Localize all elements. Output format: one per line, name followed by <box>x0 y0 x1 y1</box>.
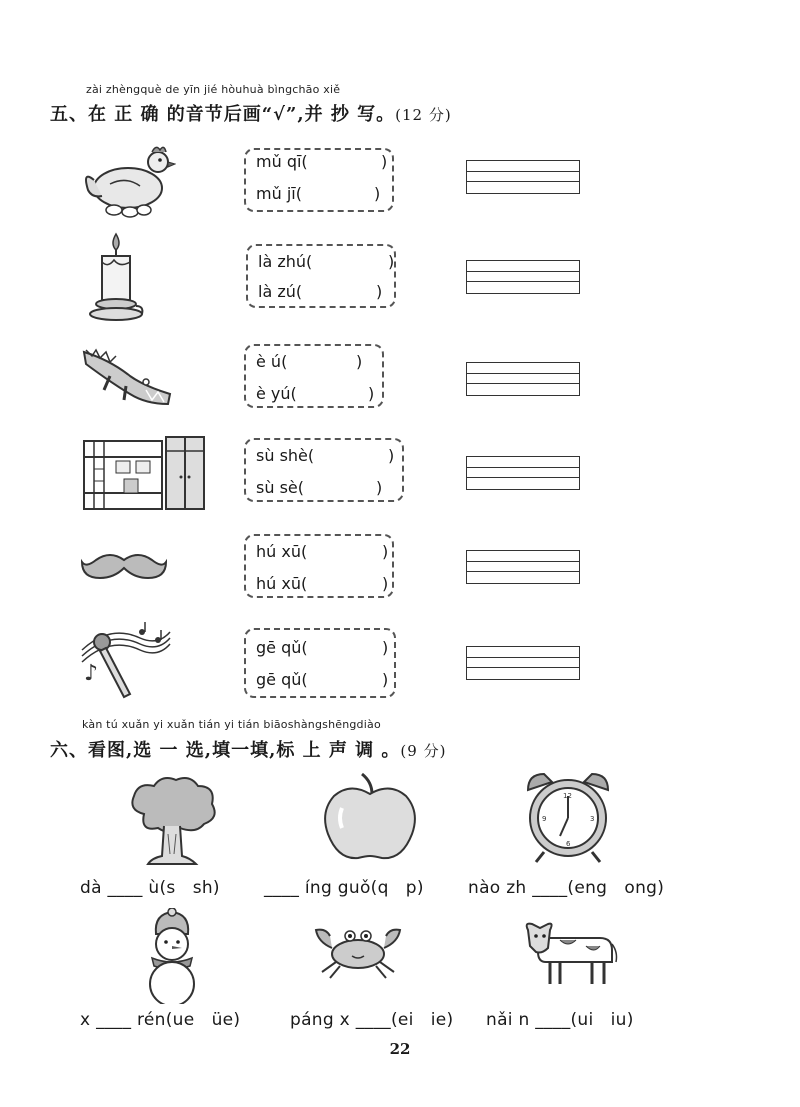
fill-crab[interactable]: páng x ____(ei ie) <box>290 1010 454 1030</box>
cow-picture <box>520 918 620 988</box>
option-3a-close: ) <box>356 352 363 371</box>
option-3b-close: ) <box>368 384 375 403</box>
option-1a-close: ) <box>381 152 388 171</box>
option-box-1 <box>244 148 394 212</box>
option-2a-close: ) <box>388 252 395 271</box>
microphone-song-picture <box>80 620 172 700</box>
crab-picture <box>312 922 404 982</box>
option-5a-close: ) <box>382 542 389 561</box>
tree-picture <box>124 774 220 866</box>
option-2b-close: ) <box>376 282 383 301</box>
option-5a[interactable] <box>256 542 389 561</box>
fill-apple[interactable]: ____ íng guǒ(q p) <box>264 878 424 898</box>
svg-text:12: 12 <box>563 792 572 800</box>
option-5b-text: hú xū( <box>256 574 308 593</box>
section6-pinyin: kàn tú xuǎn yi xuǎn tián yi tián biāoshàngshēngdiào <box>82 718 381 731</box>
section5-pinyin: zài zhèngquè de yīn jié hòuhuà bìngchāo xiě <box>86 83 341 96</box>
fill-snowman[interactable]: x ____ rén(ue üe) <box>80 1010 241 1030</box>
writing-lines-4[interactable] <box>466 456 580 490</box>
option-5b[interactable] <box>256 574 389 593</box>
option-1a-text: mǔ qī( <box>256 152 308 171</box>
svg-text:♪: ♪ <box>84 661 99 686</box>
option-6a-close: ) <box>382 638 389 657</box>
option-2a[interactable] <box>258 252 395 271</box>
section5-title-text: 五、在 正 确 的音节后画“√”,并 抄 写。 <box>50 104 396 125</box>
option-6b-text: gē qǔ( <box>256 670 308 689</box>
section5-points: (12 分) <box>395 106 452 124</box>
section5-title <box>50 100 452 126</box>
svg-text:3: 3 <box>590 815 595 823</box>
option-1a[interactable] <box>256 152 388 171</box>
option-3b-text: è yú( <box>256 384 297 403</box>
apple-picture <box>320 772 420 862</box>
option-3b[interactable] <box>256 384 375 403</box>
fill-alarm-clock[interactable]: nào zh ____(eng ong) <box>468 878 665 898</box>
option-4b-close: ) <box>376 478 383 497</box>
section6-title <box>50 736 446 762</box>
option-4a[interactable] <box>256 446 395 465</box>
option-box-4 <box>244 438 404 502</box>
section6-points: (9 分) <box>400 742 447 760</box>
option-box-3 <box>244 344 384 408</box>
option-5a-text: hú xū( <box>256 542 308 561</box>
option-1b[interactable] <box>256 184 381 203</box>
candle-picture <box>86 232 146 322</box>
fill-cow[interactable]: nǎi n ____(ui iu) <box>486 1010 634 1030</box>
option-6b[interactable] <box>256 670 389 689</box>
mustache-picture <box>80 548 168 588</box>
option-5b-close: ) <box>382 574 389 593</box>
option-6b-close: ) <box>382 670 389 689</box>
option-2b[interactable] <box>258 282 383 301</box>
option-6a-text: gē qǔ( <box>256 638 308 657</box>
snowman-picture <box>136 908 208 1004</box>
svg-text:9: 9 <box>542 815 547 823</box>
writing-lines-3[interactable] <box>466 362 580 396</box>
option-1b-close: ) <box>374 184 381 203</box>
option-2a-text: là zhú( <box>258 252 313 271</box>
dorm-room-picture <box>80 433 208 513</box>
writing-lines-5[interactable] <box>466 550 580 584</box>
option-box-5 <box>244 534 394 598</box>
section6-title-text: 六、看图,选 一 选,填一填,标 上 声 调 。 <box>50 740 401 761</box>
option-3a-text: è ú( <box>256 352 288 371</box>
crocodile-picture <box>80 342 174 414</box>
option-1b-text: mǔ jī( <box>256 184 302 203</box>
svg-text:6: 6 <box>566 840 571 848</box>
option-box-6 <box>244 628 396 698</box>
fill-tree[interactable]: dà ____ ù(s sh) <box>80 878 220 898</box>
page-number: 22 <box>389 1040 411 1058</box>
option-box-2 <box>246 244 396 308</box>
alarm-clock-picture <box>522 768 614 864</box>
option-4a-close: ) <box>388 446 395 465</box>
option-4b[interactable] <box>256 478 383 497</box>
option-3a[interactable] <box>256 352 363 371</box>
option-4b-text: sù sè( <box>256 478 304 497</box>
writing-lines-6[interactable] <box>466 646 580 680</box>
option-4a-text: sù shè( <box>256 446 315 465</box>
writing-lines-1[interactable] <box>466 160 580 194</box>
hen-picture <box>80 140 176 220</box>
option-6a[interactable] <box>256 638 389 657</box>
option-2b-text: là zú( <box>258 282 303 301</box>
writing-lines-2[interactable] <box>466 260 580 294</box>
